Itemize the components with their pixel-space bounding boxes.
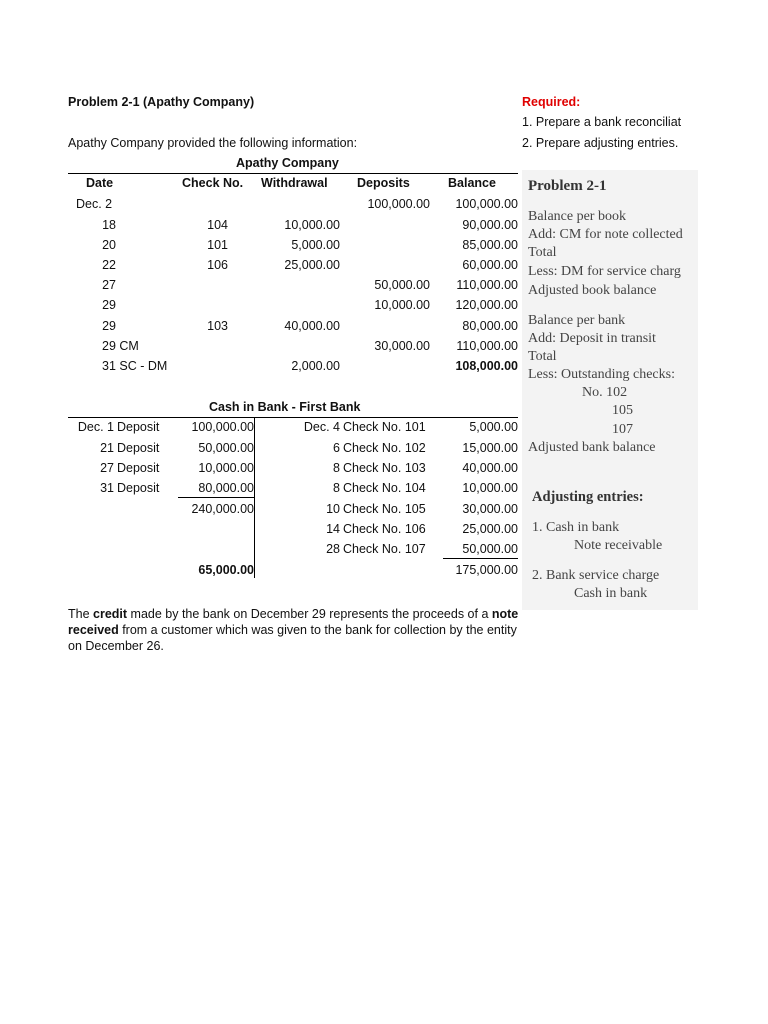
stmt-check: 106 — [207, 258, 228, 272]
ledger-credit-desc: Check No. 101 — [343, 420, 426, 434]
ledger-title: Cash in Bank - First Bank — [209, 400, 361, 414]
ledger-credit-date: 8 — [333, 461, 340, 475]
stmt-date: 29 — [102, 298, 116, 312]
stmt-date: 29 CM — [102, 339, 139, 353]
stmt-withdrawal: 5,000.00 — [291, 238, 340, 252]
stmt-balance: 80,000.00 — [462, 319, 518, 333]
stmt-check: 103 — [207, 319, 228, 333]
ledger-balance: 65,000.00 — [198, 563, 254, 577]
ledger-credit-date: 8 — [333, 481, 340, 495]
statement-top-rule — [68, 173, 518, 174]
ledger-credit-amount: 30,000.00 — [462, 502, 518, 516]
ledger-debit-amount: 80,000.00 — [198, 481, 254, 495]
ledger-debit-date: 27 — [100, 461, 114, 475]
stmt-deposit: 50,000.00 — [374, 278, 430, 292]
stmt-balance: 110,000.00 — [456, 339, 518, 353]
ledger-credit-amount: 40,000.00 — [462, 461, 518, 475]
textbook-solution-image — [522, 170, 698, 610]
stmt-ending-balance: 108,000.00 — [455, 359, 518, 373]
stmt-balance: 90,000.00 — [462, 218, 518, 232]
textbook-line: Total — [528, 349, 557, 364]
textbook-line: Less: DM for service charg — [528, 264, 681, 279]
stmt-withdrawal: 40,000.00 — [284, 319, 340, 333]
textbook-entry: 2. Bank service charge — [532, 568, 660, 583]
stmt-deposit: 100,000.00 — [367, 197, 430, 211]
ledger-credit-desc: Check No. 106 — [343, 522, 426, 536]
statement-title: Apathy Company — [236, 156, 339, 170]
required-label: Required: — [522, 95, 581, 109]
ledger-center-rule — [254, 418, 255, 578]
stmt-date: 20 — [102, 238, 116, 252]
header-withdrawal: Withdrawal — [261, 176, 328, 190]
textbook-check: No. 102 — [582, 385, 628, 400]
note-text: made by the bank on December 29 represents the proceeds of a — [127, 607, 492, 621]
stmt-date: 31 SC - DM — [102, 359, 168, 373]
stmt-balance: 120,000.00 — [455, 298, 518, 312]
problem-title: Problem 2-1 (Apathy Company) — [68, 95, 255, 109]
header-balance: Balance — [448, 176, 496, 190]
header-deposits: Deposits — [357, 176, 410, 190]
ledger-debit-desc: Deposit — [117, 481, 160, 495]
ledger-credit-total: 175,000.00 — [455, 563, 518, 577]
textbook-line: Adjusted bank balance — [528, 440, 656, 455]
ledger-credit-desc: Check No. 107 — [343, 542, 426, 556]
ledger-credit-desc: Check No. 104 — [343, 481, 426, 495]
ledger-top-rule — [68, 417, 518, 418]
ledger-credit-amount: 15,000.00 — [462, 441, 518, 455]
textbook-line: Balance per bank — [528, 313, 626, 328]
textbook-entry: Cash in bank — [574, 586, 648, 601]
textbook-entry: 1. Cash in bank — [532, 520, 620, 535]
stmt-withdrawal: 2,000.00 — [291, 359, 340, 373]
ledger-debit-desc: Deposit — [117, 461, 160, 475]
stmt-deposit: 30,000.00 — [374, 339, 430, 353]
ledger-credit-date: 6 — [333, 441, 340, 455]
textbook-line: Balance per book — [528, 209, 626, 224]
stmt-date: Dec. 2 — [76, 197, 113, 211]
credit-sum-rule — [443, 558, 518, 559]
ledger-credit-amount: 10,000.00 — [462, 481, 518, 495]
stmt-withdrawal: 25,000.00 — [284, 258, 340, 272]
ledger-credit-amount: 25,000.00 — [462, 522, 518, 536]
textbook-check: 105 — [612, 403, 633, 418]
textbook-line: Adjusted book balance — [528, 283, 657, 298]
ledger-credit-desc: Check No. 102 — [343, 441, 426, 455]
textbook-line: Total — [528, 245, 557, 260]
stmt-check: 101 — [207, 238, 228, 252]
ledger-debit-desc: Deposit — [117, 441, 160, 455]
stmt-deposit: 10,000.00 — [374, 298, 430, 312]
ledger-credit-date: 28 — [326, 542, 340, 556]
ledger-credit-amount: 5,000.00 — [469, 420, 518, 434]
header-date: Date — [86, 176, 114, 190]
header-check-no: Check No. — [182, 176, 244, 190]
stmt-withdrawal: 10,000.00 — [284, 218, 340, 232]
credit-note-paragraph — [68, 606, 528, 654]
intro-text: Apathy Company provided the following information: — [68, 136, 358, 150]
ledger-credit-date: 14 — [326, 522, 340, 536]
stmt-balance: 85,000.00 — [462, 238, 518, 252]
textbook-line: Add: Deposit in transit — [528, 331, 656, 346]
ledger-credit-desc: Check No. 103 — [343, 461, 426, 475]
stmt-balance: 110,000.00 — [456, 278, 518, 292]
stmt-balance: 100,000.00 — [455, 197, 518, 211]
required-item-1: 1. Prepare a bank reconciliat — [522, 115, 682, 129]
ledger-credit-desc: Check No. 105 — [343, 502, 426, 516]
ledger-debit-date: 21 — [100, 441, 114, 455]
ledger-debit-desc: Deposit — [117, 420, 160, 434]
ledger-debit-amount: 100,000.00 — [191, 420, 254, 434]
note-bold-note-received: note received — [68, 607, 519, 637]
ledger-credit-amount: 50,000.00 — [462, 542, 518, 556]
note-text: The — [68, 607, 94, 621]
stmt-balance: 60,000.00 — [462, 258, 518, 272]
ledger-debit-amount: 10,000.00 — [198, 461, 254, 475]
stmt-date: 18 — [102, 218, 116, 232]
textbook-check: 107 — [612, 422, 633, 437]
ledger-credit-date: Dec. 4 — [303, 420, 340, 434]
textbook-heading: Problem 2-1 — [528, 178, 607, 194]
stmt-date: 29 — [102, 319, 116, 333]
debit-sum-rule — [178, 497, 254, 498]
textbook-line: Add: CM for note collected — [528, 227, 683, 242]
textbook-line: Less: Outstanding checks: — [528, 367, 675, 382]
ledger-debit-total: 240,000.00 — [191, 502, 254, 516]
ledger-debit-date: Dec. 1 — [77, 420, 114, 434]
ledger-credit-date: 10 — [326, 502, 340, 516]
ledger-debit-amount: 50,000.00 — [198, 441, 254, 455]
stmt-check: 104 — [207, 218, 228, 232]
note-text: from a customer which was given to the bank for collection by the entity on December 26. — [68, 623, 517, 653]
note-bold-credit: credit — [93, 607, 128, 621]
textbook-adjusting-heading: Adjusting entries: — [532, 489, 644, 505]
stmt-date: 22 — [102, 258, 116, 272]
ledger-debit-date: 31 — [100, 481, 114, 495]
stmt-date: 27 — [102, 278, 116, 292]
textbook-entry: Note receivable — [574, 538, 663, 553]
required-item-2: 2. Prepare adjusting entries. — [522, 136, 679, 150]
